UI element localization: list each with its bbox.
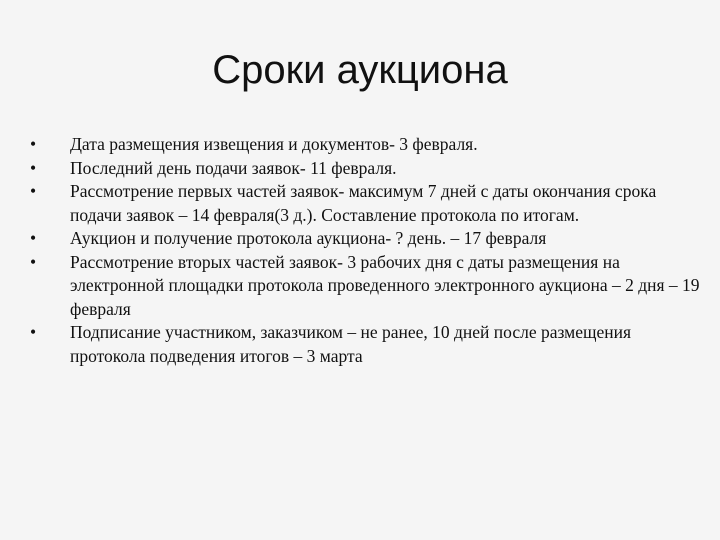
bullet-icon: •	[30, 134, 37, 154]
list-item-text: Рассмотрение вторых частей заявок- 3 рабочих дня с даты размещения на электронной площадки протокола проведенного электронного аукциона – 2 дня – 19 февраля	[70, 251, 700, 319]
slide-title: Сроки аукциона	[212, 48, 508, 92]
bullet-icon: •	[30, 322, 37, 342]
list-item-text: Дата размещения извещения и документов- 3 февраля.	[70, 134, 478, 154]
list-item	[30, 321, 700, 368]
list-item	[30, 227, 700, 251]
list-item	[30, 133, 700, 157]
list-item	[30, 157, 700, 181]
list-item-text: Последний день подачи заявок- 11 февраля.	[70, 157, 397, 178]
list-item-text: Рассмотрение первых частей заявок- максимум 7 дней с даты окончания срока подачи заявок – 14 февраля(3 д.). Составление протокола по итогам.	[70, 181, 657, 225]
bullet-icon: •	[30, 157, 37, 178]
bullet-icon: •	[30, 251, 37, 272]
list-item	[30, 251, 700, 322]
bullet-list	[30, 133, 700, 368]
list-item	[30, 180, 700, 227]
list-item-text: Подписание участником, заказчиком – не ранее, 10 дней после размещения протокола подведения итогов – 3 марта	[70, 322, 632, 366]
list-item-text: Аукцион и получение протокола аукциона- ? день. – 17 февраля	[70, 228, 547, 248]
bullet-icon: •	[30, 181, 37, 201]
bullet-icon: •	[30, 228, 37, 248]
